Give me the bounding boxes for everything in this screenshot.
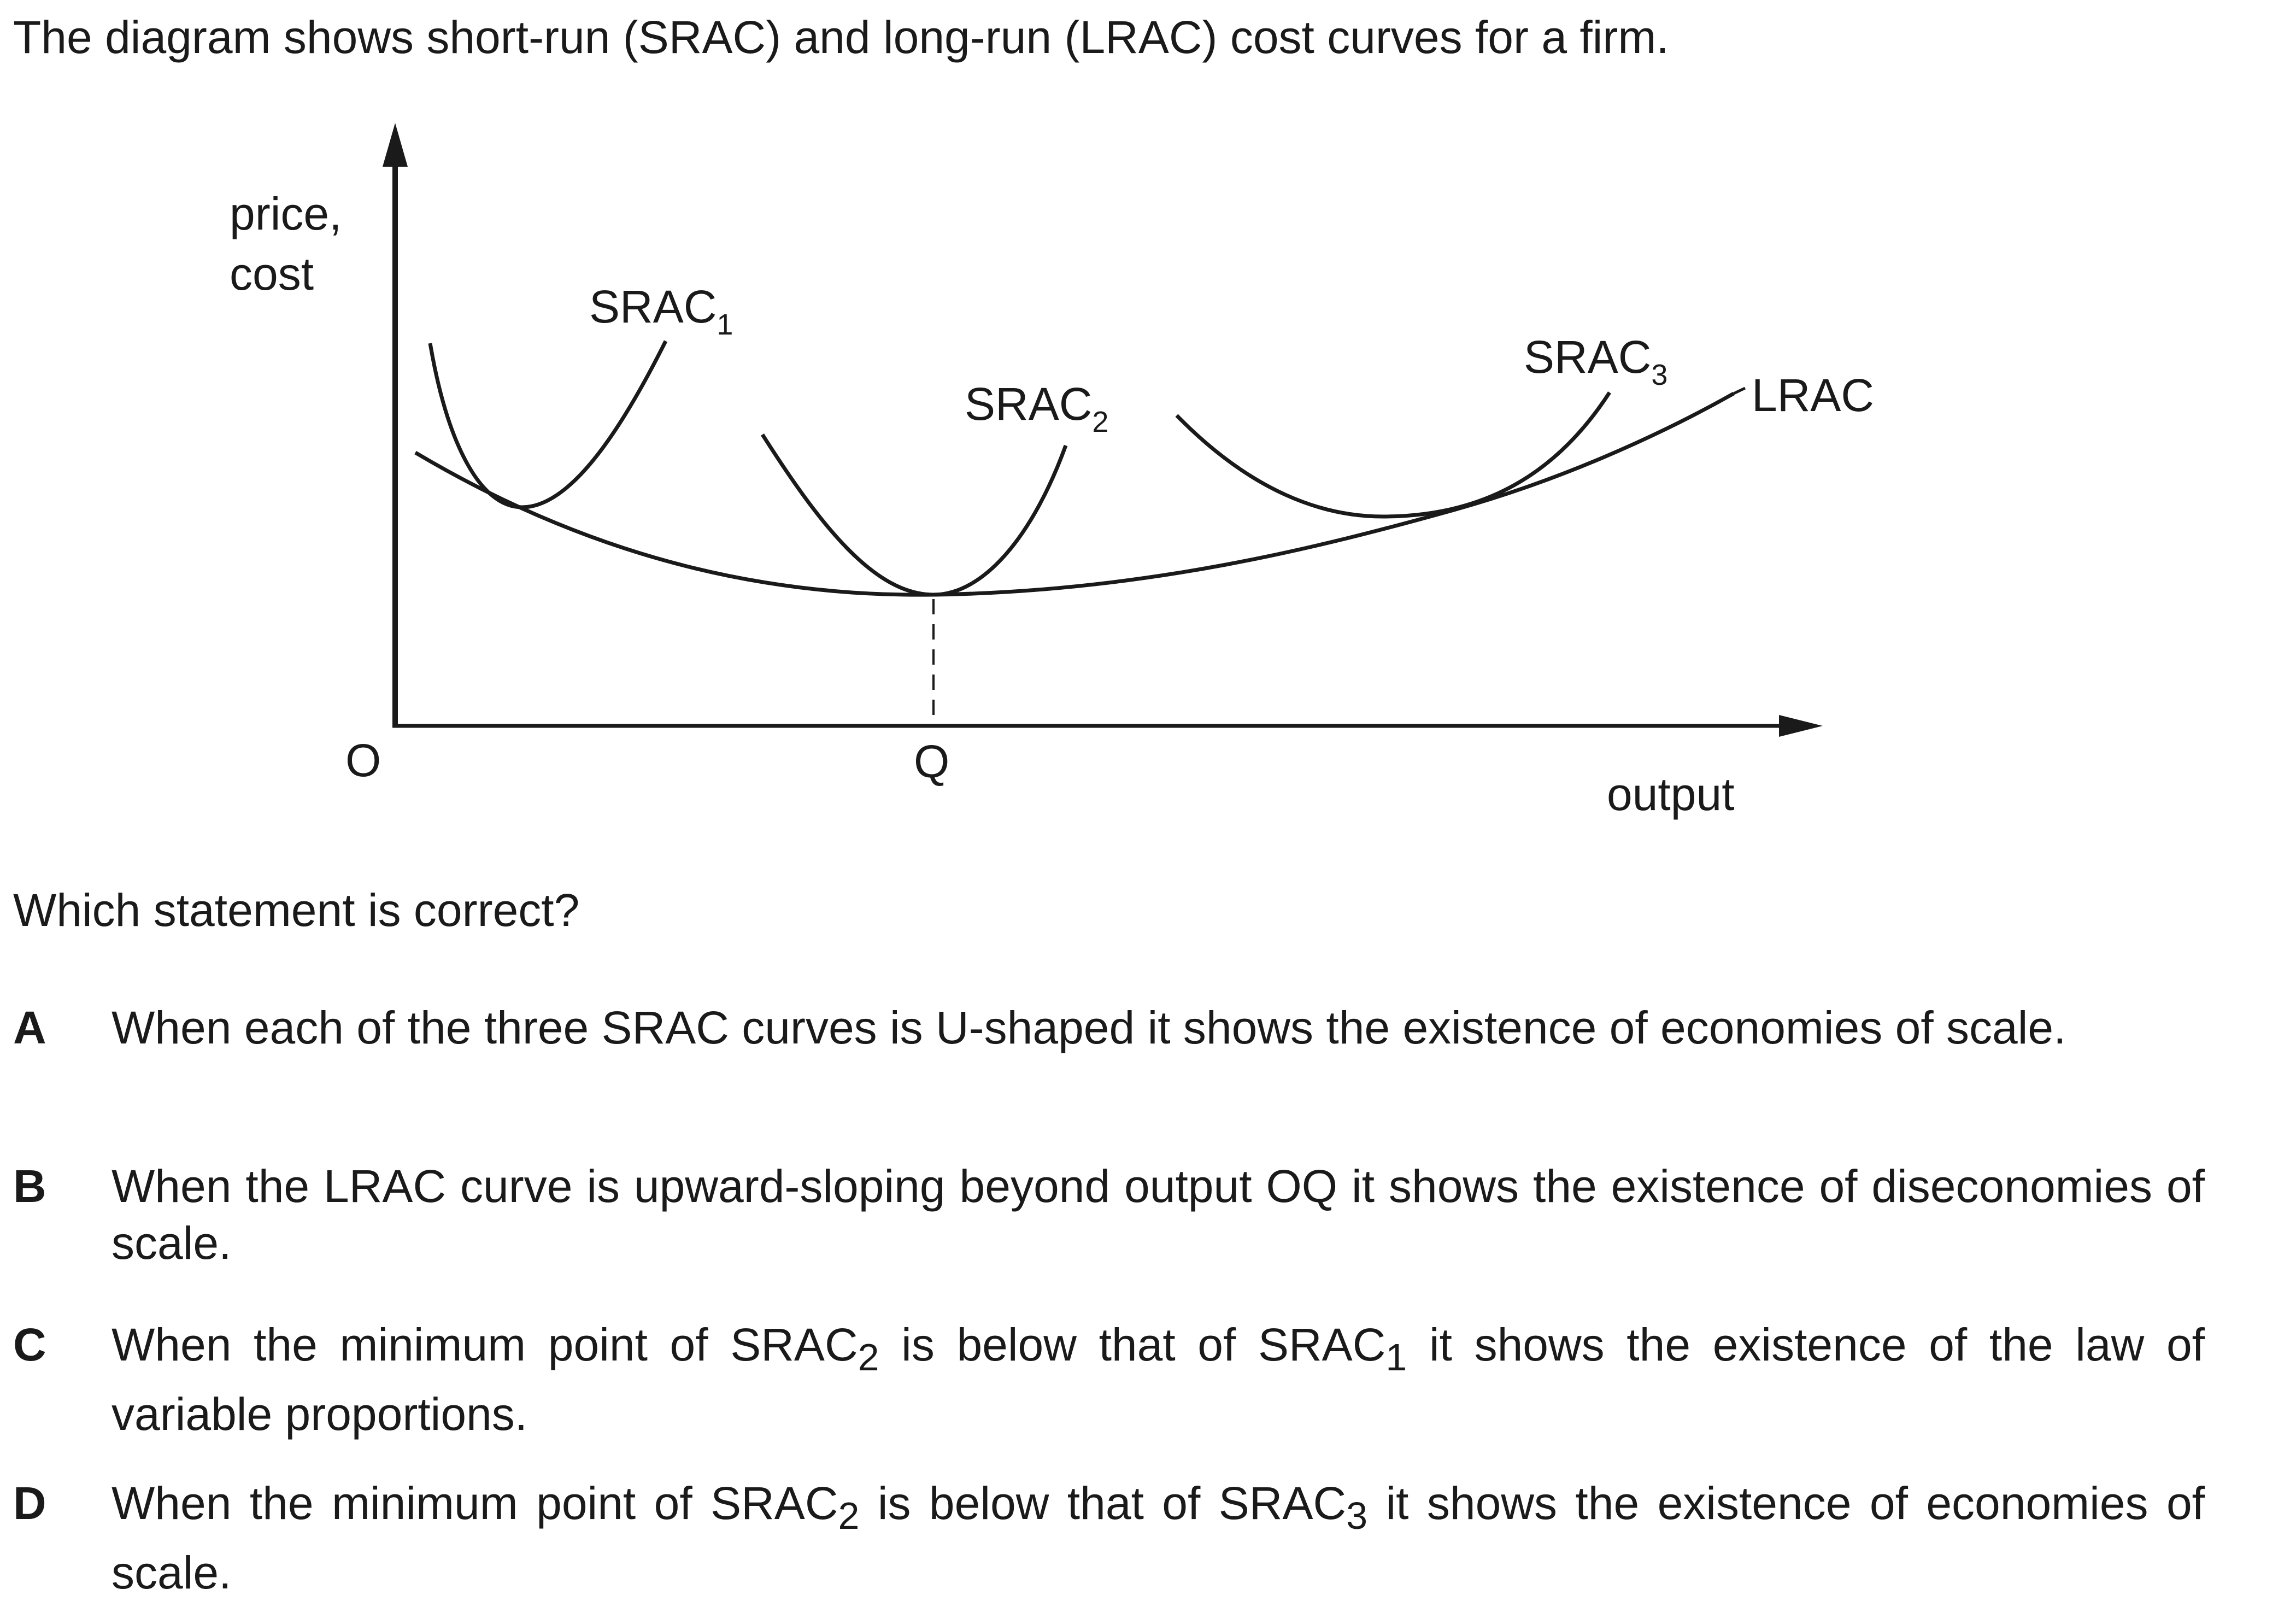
option-d-text: [111, 1475, 2205, 1601]
option-d-subscript: 2: [838, 1494, 860, 1537]
srac2-curve: [762, 435, 1066, 595]
option-c-text-part: When the minimum point of SRAC: [111, 1319, 858, 1370]
srac1-label-base: SRAC: [589, 281, 717, 332]
y-axis-label-line1: price,: [230, 188, 342, 239]
question-text: Which statement is correct?: [13, 884, 580, 936]
option-b-text-part: When the LRAC curve is upward-sloping beyond output OQ it shows the existence of diseconomies of scale.: [111, 1160, 2205, 1269]
option-a-text: [111, 999, 2205, 1056]
option-d-text-part: it shows the existence of economies of scale.: [111, 1477, 2205, 1598]
srac3-label-base: SRAC: [1524, 331, 1652, 383]
option-c-text-part: it shows the existence of the law of variable proportions.: [111, 1319, 2205, 1440]
option-c-text-part: is below that of SRAC: [879, 1319, 1386, 1370]
srac3-curve: [1177, 392, 1610, 517]
y-axis-label-line2: cost: [230, 248, 314, 300]
srac1-label: [589, 281, 733, 341]
option-d-subscript: 3: [1346, 1494, 1368, 1537]
option-c-subscript: 2: [858, 1335, 879, 1379]
option-d-text-part: is below that of SRAC: [859, 1477, 1347, 1529]
srac3-label-subscript: 3: [1651, 359, 1668, 391]
option-a-letter: A: [13, 1002, 46, 1053]
srac2-label-subscript: 2: [1092, 406, 1109, 438]
option-c-text: [111, 1316, 2205, 1442]
x-axis-arrow: [1779, 715, 1823, 737]
y-axis-arrow: [383, 123, 408, 167]
lrac-leader: [1734, 388, 1745, 394]
srac2-label: [965, 378, 1108, 438]
option-a-text-part: When each of the three SRAC curves is U-shaped it shows the existence of economies of scale.: [111, 1002, 2066, 1053]
srac2-label-base: SRAC: [965, 378, 1093, 430]
lrac-label: LRAC: [1752, 370, 1875, 421]
option-c-letter: C: [13, 1319, 46, 1370]
q-label: Q: [914, 736, 950, 787]
srac3-label: [1524, 331, 1667, 391]
origin-label: O: [345, 735, 381, 786]
option-d-letter: D: [13, 1477, 46, 1529]
option-b-letter: B: [13, 1160, 46, 1212]
x-axis-label: output: [1607, 769, 1735, 820]
option-c-subscript: 1: [1385, 1335, 1407, 1379]
option-b-text: [111, 1158, 2205, 1271]
srac1-label-subscript: 1: [717, 308, 733, 341]
option-d-text-part: When the minimum point of SRAC: [111, 1477, 838, 1529]
intro-text: The diagram shows short-run (SRAC) and long-run (LRAC) cost curves for a firm.: [13, 11, 1669, 63]
